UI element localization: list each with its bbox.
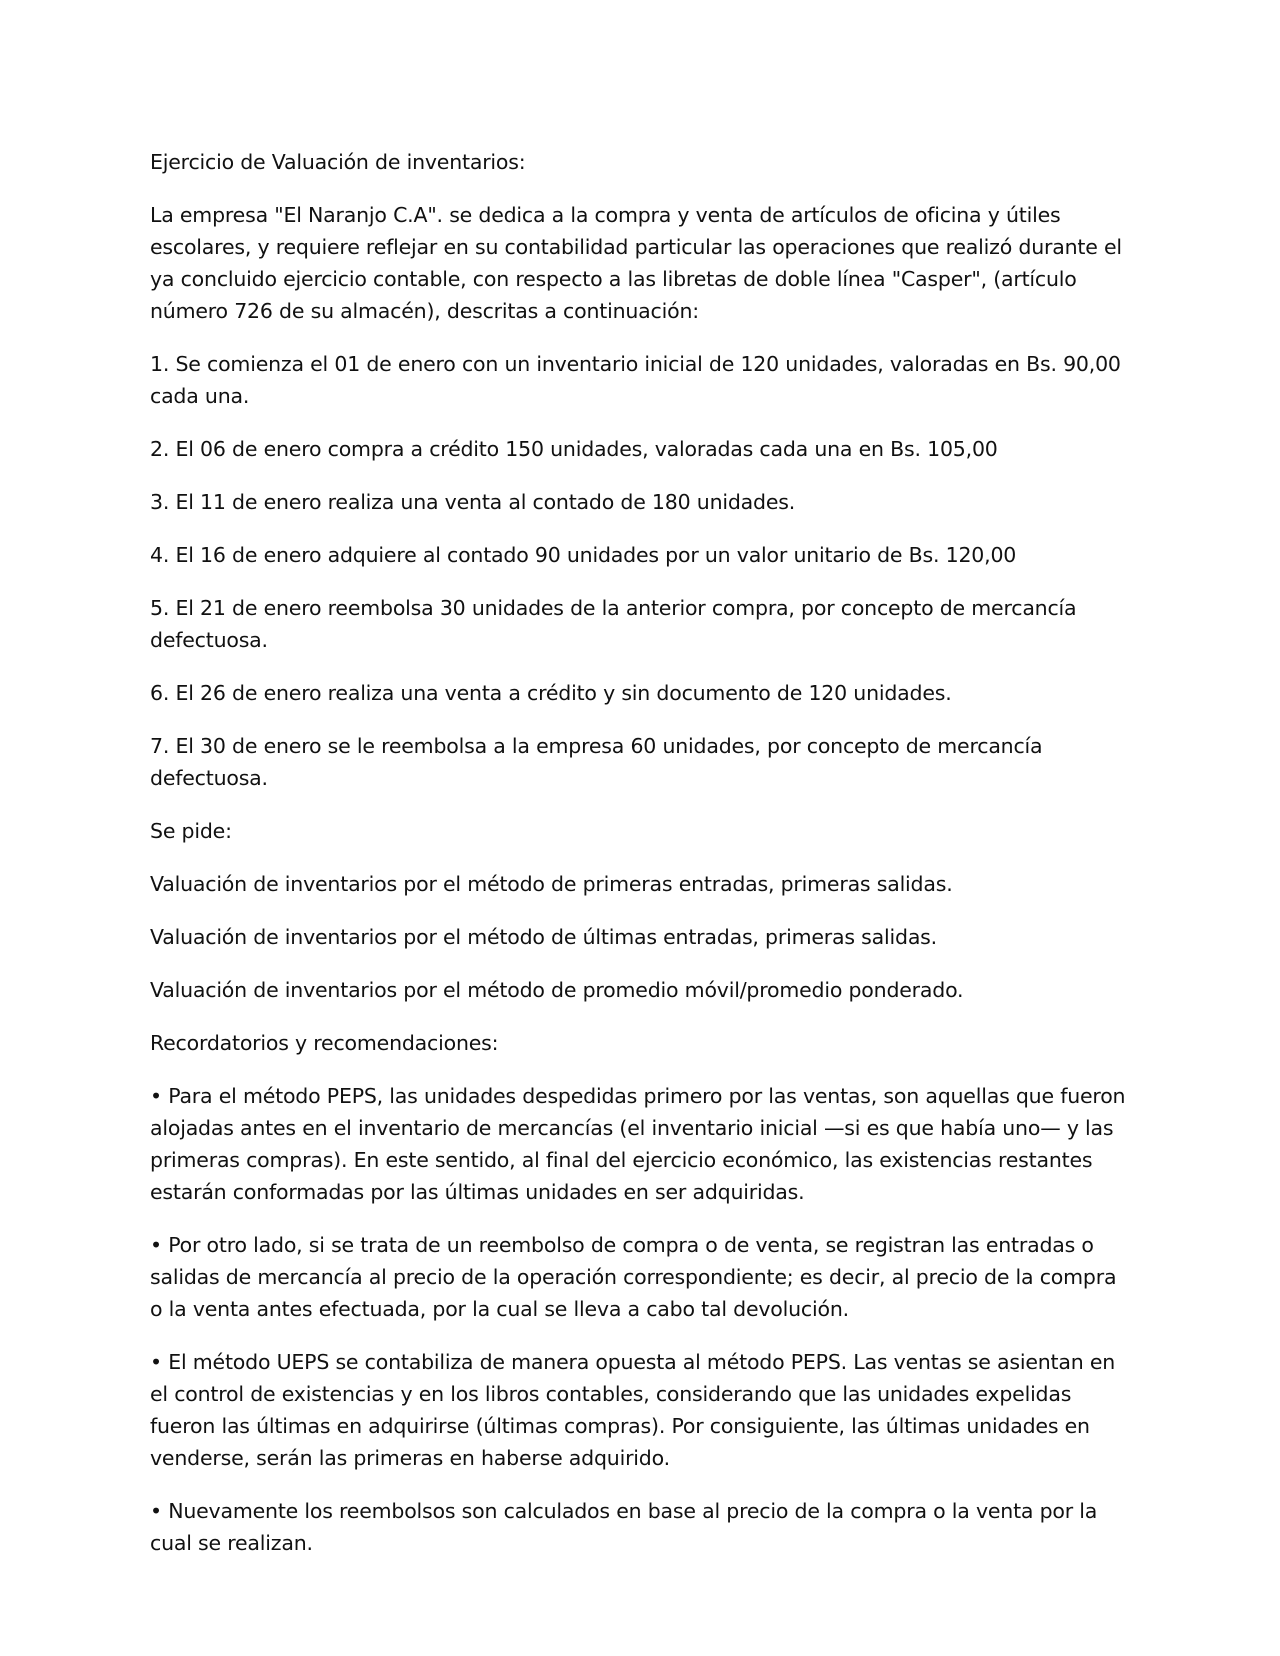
- request-item: Valuación de inventarios por el método de primeras entradas, primeras salidas.: [150, 872, 953, 896]
- operation-item: 4. El 16 de enero adquiere al contado 90 unidades por un valor unitario de Bs. 120,00: [150, 543, 1017, 567]
- reminder-item: • Para el método PEPS, las unidades despedidas primero por las ventas, son aquellas que fueron alojadas antes en el inventario de mercancías (el inventario inicial —si es que había uno— y las primeras compras). En este sentido, al final del ejercicio económico, las existencias restantes estarán conformadas por las últimas unidades en ser adquiridas.: [150, 1084, 1126, 1204]
- operation-item: 7. El 30 de enero se le reembolsa a la empresa 60 unidades, por concepto de mercancía defectuosa.: [150, 734, 1043, 790]
- reminders-heading: Recordatorios y recomendaciones:: [150, 1031, 499, 1055]
- document-title: Ejercicio de Valuación de inventarios:: [150, 150, 526, 174]
- document-page: [150, 146, 1130, 1580]
- reminder-item: • Por otro lado, si se trata de un reembolso de compra o de venta, se registran las entradas o salidas de mercancía al precio de la operación correspondiente; es decir, al precio de la compra o la venta antes efectuada, por la cual se lleva a cabo tal devolución.: [150, 1233, 1117, 1321]
- reminder-item: • El método UEPS se contabiliza de manera opuesta al método PEPS. Las ventas se asientan en el control de existencias y en los libros contables, considerando que las unidades expelidas fueron las últimas en adquirirse (últimas compras). Por consiguiente, las últimas unidades en venderse, serán las primeras en haberse adquirido.: [150, 1350, 1116, 1470]
- intro-paragraph: La empresa "El Naranjo C.A". se dedica a la compra y venta de artículos de oficina y útiles escolares, y requiere reflejar en su contabilidad particular las operaciones que realizó durante el ya concluido ejercicio contable, con respecto a las libretas de doble línea "Casper", (artículo número 726 de su almacén), descritas a continuación:: [150, 203, 1122, 323]
- operation-item: 1. Se comienza el 01 de enero con un inventario inicial de 120 unidades, valoradas en Bs. 90,00 cada una.: [150, 352, 1121, 408]
- operation-item: 2. El 06 de enero compra a crédito 150 unidades, valoradas cada una en Bs. 105,00: [150, 437, 998, 461]
- request-item: Valuación de inventarios por el método de promedio móvil/promedio ponderado.: [150, 978, 964, 1002]
- operation-item: 5. El 21 de enero reembolsa 30 unidades de la anterior compra, por concepto de mercancía defectuosa.: [150, 596, 1077, 652]
- request-item: Valuación de inventarios por el método de últimas entradas, primeras salidas.: [150, 925, 937, 949]
- operation-item: 3. El 11 de enero realiza una venta al contado de 180 unidades.: [150, 490, 796, 514]
- operation-item: 6. El 26 de enero realiza una venta a crédito y sin documento de 120 unidades.: [150, 681, 952, 705]
- request-heading: Se pide:: [150, 819, 232, 843]
- reminder-item: • Nuevamente los reembolsos son calculados en base al precio de la compra o la venta por la cual se realizan.: [150, 1499, 1098, 1555]
